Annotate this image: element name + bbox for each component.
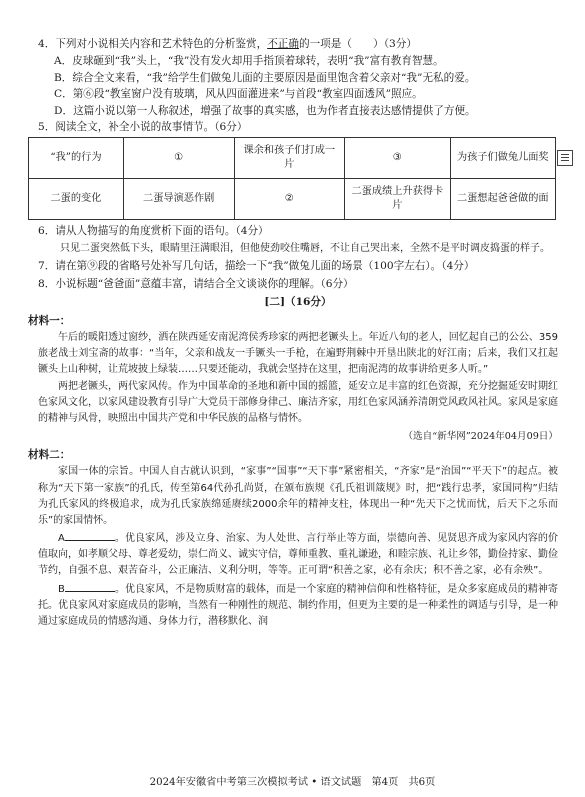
question-4: [38, 36, 558, 52]
table-row: [29, 138, 556, 179]
material-2-paragraph: 家国一体的宗旨。中国人自古就认识到，“家事”“国事”“天下事”紧密相关，“齐家”是“治国”“平天下”的起点。被称为“天下第一家族”的孔氏，传至第64代孙孔尚贤，在颁布族规《孔氏祖训箴规》时，把“践行忠孝，家国同构”归结为孔氏家风的终极追求，成为孔氏家族绵延赓续2000余年的精神支柱，体现出一种“先天下之忧而忧，后天下之乐而乐”的家国情怀。: [38, 466, 558, 526]
paragraph-a-text: 。优良家风，涉及立身、治家、为人处世、言行举止等方面，崇德向善、见贤思齐成为家风内容的价值取向，如孝顺父母、尊老爱幼，崇仁尚义、诚实守信，尊师重教、重礼谦逊，和睦宗族、礼让乡邻，勤俭持家、勤俭节约，自强不息、艰苦奋斗，公正廉洁、义利分明，等等。正可谓“积善之家，必有余庆；积不善之家，必有余殃”。: [38, 533, 558, 577]
question-5-stem: 5．阅读全文，补全小说的故事情节。（6分）: [38, 121, 248, 134]
section-2-title: [二]（16分）: [264, 296, 332, 309]
material-2-paragraph-b: [38, 580, 558, 631]
material-1-paragraph: 午后的暖阳透过窗纱，洒在陕西延安南泥湾侯秀珍家的两把老镢头上。年近八旬的老人，回忆起自己的公公、359旅老战士刘宝斋的故事：“当年，父亲和战友一手镢头一手枪，在遍野荆棘中开垦出陕北的好江南；后来，我们又扛起镢头上山种树，让荒坡披上绿装……只要还能动，我就会坚持在这里，把南泥湾的故事讲给更多人听。”: [38, 331, 558, 376]
document-icon[interactable]: [557, 150, 573, 166]
table-cell: 二蛋想起爸爸做的面: [450, 179, 555, 220]
table-cell: ③: [345, 138, 450, 179]
option-a: A．皮球砸到“我”头上，“我”没有发火却用手指顶着球转，表明“我”富有教育智慧。: [54, 55, 444, 68]
table-cell: “我”的行为: [29, 138, 124, 179]
table-cell: 二蛋导演恶作剧: [123, 179, 234, 220]
table-cell: ②: [234, 179, 345, 220]
question-6-stem: 6．请从人物描写的角度赏析下面的语句。（4分）: [38, 225, 269, 238]
material-1-paragraph: 两把老镢头，两代家风传。作为中国革命的圣地和新中国的摇篮，延安立足丰富的红色资源，充分挖掘延安时期红色家风文化，以家风建设教育引导广大党员干部修身律己、廉洁齐家，用红色家风涵养清朗党风政风社风。家风是家庭的精神与风骨，映照出中国共产党和中华民族的品格与情怀。: [38, 380, 558, 424]
material-2-paragraph-a: [38, 529, 558, 580]
question-4-stem-tail: 的一项是（ ）（3分）: [299, 38, 417, 50]
question-7-stem: 7．请在第⑨段的省略号处补写几句话，描绘一下“我”做兔儿面的场景（100字左右）。（4分）: [38, 260, 475, 273]
table-cell: 二蛋成绩上升获得卡片: [345, 179, 450, 220]
table-cell: 为孩子们做兔儿面奖: [450, 138, 555, 179]
table-cell: 课余和孩子们打成一片: [234, 138, 345, 179]
material-1-source: （选自“新华网”2024年04月09日）: [403, 431, 558, 443]
option-c: C．第⑥段“教室窗户没有玻璃，风从四面灌进来”与首段“教室四面透风”照应。: [54, 88, 423, 101]
exam-page: [28, 36, 558, 630]
paragraph-b-text: 。优良家风，不是物质财富的载体，而是一个家庭的精神信仰和性格特征，是众多家庭成员的精神寄托。优良家风对家庭成员的影响，当然有一种刚性的规范、制约作用，但更为主要的是一种柔性的调适与引导，是一种通过家庭成员的情感沟通、身体力行，潜移默化、润: [38, 583, 558, 628]
blank-a[interactable]: [65, 529, 115, 541]
page-footer: 2024年安徽省中考第三次模拟考试 • 语文试题 第4页 共6页: [149, 777, 436, 788]
option-b: B．综合全文来看，“我”给学生们做兔儿面的主要原因是面里饱含着父亲对“我”无私的爱。: [54, 71, 476, 84]
material-2-title: 材料二：: [28, 448, 71, 461]
question-4-stem: 4．下列对小说相关内容和艺术特色的分析鉴赏，: [38, 38, 268, 50]
blank-b[interactable]: [65, 580, 115, 592]
table-cell: ①: [123, 138, 234, 179]
plot-table: [28, 137, 556, 220]
material-1-title: 材料一：: [28, 314, 71, 327]
question-6-quote: 只见二蛋突然低下头，眼睛里汪满眼泪，但他使劲咬住嘴唇，不让自己哭出来，全然不是平时调皮捣蛋的样子。: [60, 242, 550, 254]
blank-a-label: A: [58, 533, 65, 545]
table-row: [29, 179, 556, 220]
table-cell: 二蛋的变化: [29, 179, 124, 220]
question-4-emphasis: 不正确: [267, 38, 299, 50]
blank-b-label: B: [58, 583, 65, 595]
option-d: D．这篇小说以第一人称叙述，增强了故事的真实感，也为作者直接表达感情提供了方便。: [54, 104, 476, 117]
question-8-stem: 8．小说标题“爸爸面”意蕴丰富，请结合全文谈谈你的理解。（6分）: [38, 277, 354, 290]
